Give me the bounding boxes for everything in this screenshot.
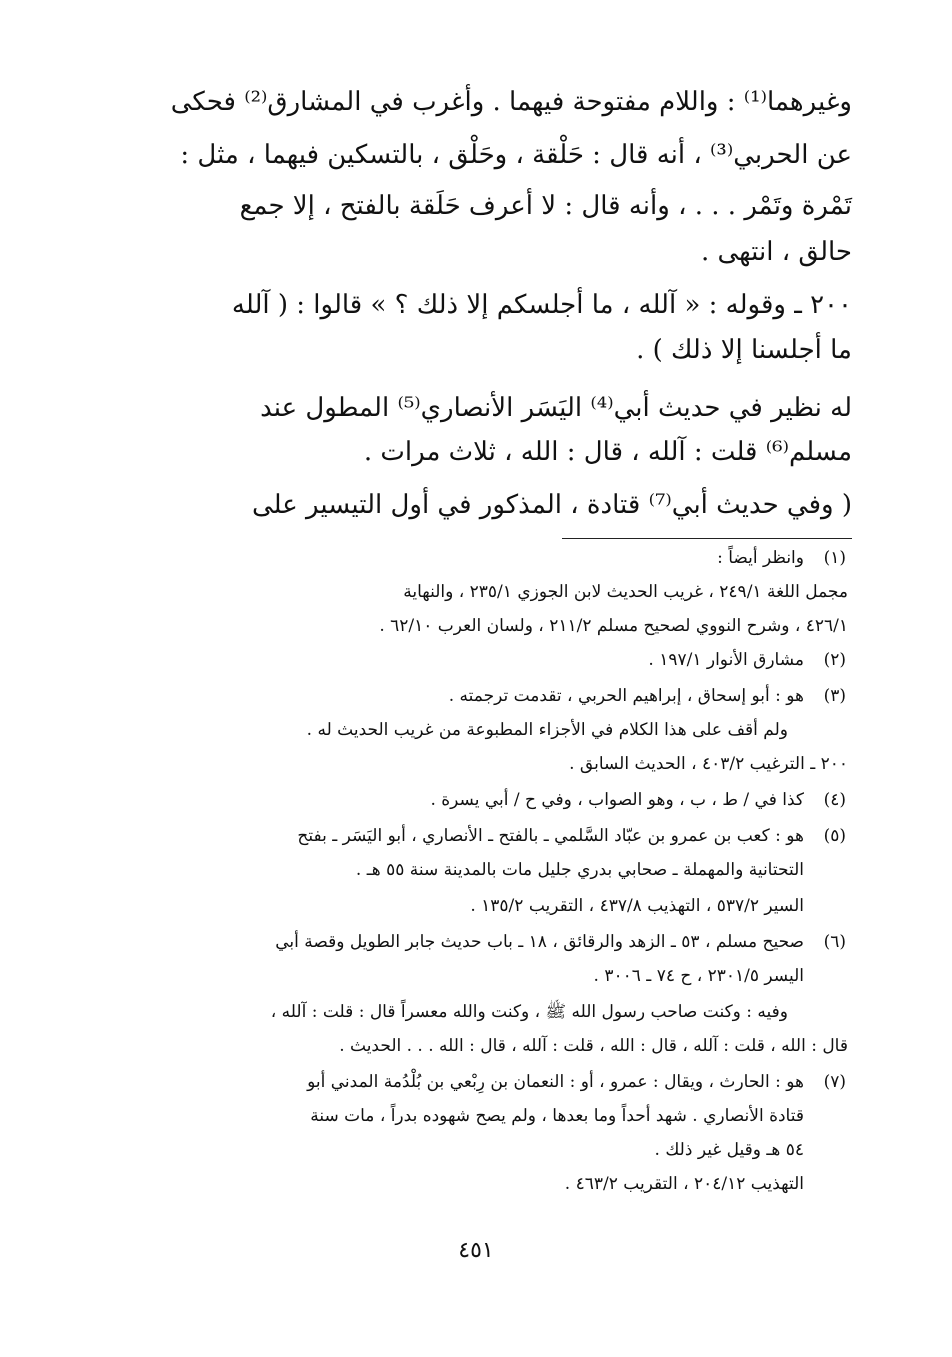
footnote-number: (٥) xyxy=(823,826,846,846)
footnote-line: مشارق الأنوار ١٩٧/١ . xyxy=(648,650,804,670)
footnote-line: كذا في / ط ، ب ، وهو الصواب ، وفي ح / أبي يسرة . xyxy=(430,790,804,810)
body-line: له نظير في حديث أبي⁽⁴⁾ اليَسَر الأنصاري⁽⁵⁾ المطول عند xyxy=(260,393,852,423)
footnote-line: التحتانية والمهملة ـ صحابي بدري جليل مات بالمدينة سنة ٥٥ هـ . xyxy=(355,860,804,880)
footnote-separator xyxy=(562,538,852,539)
footnote-line: اليسر ٢٣٠١/٥ ، ح ٧٤ ـ ٣٠٠٦ . xyxy=(593,966,804,986)
footnote-line: السير ٥٣٧/٢ ، التهذيب ٤٣٧/٨ ، التقريب ١٣٥/٢ . xyxy=(470,896,804,916)
footnote-line: ٢٠٠ ـ الترغيب ٤٠٣/٢ ، الحديث السابق . xyxy=(569,754,848,774)
body-line: حالق ، انتهى . xyxy=(700,237,852,267)
footnote-number: (٣) xyxy=(823,686,846,706)
footnote-number: (٤) xyxy=(823,790,846,810)
footnote-line: ولم أقف على هذا الكلام في الأجزاء المطبوعة من غريب الحديث له . xyxy=(306,720,788,740)
body-line: عن الحربي⁽³⁾ ، أنه قال : حَلْقة ، وحَلْق ، بالتسكين فيهما ، مثل : xyxy=(180,140,852,170)
footnote-line: ٤٢٦/١ ، وشرح النووي لصحيح مسلم ٢١١/٢ ، ولسان العرب ٦٢/١٠ . xyxy=(379,616,848,636)
footnote-line: ٥٤ هـ وقيل غير ذلك . xyxy=(654,1140,804,1160)
body-line: ٢٠٠ ـ وقوله : « آلله ، ما أجلسكم إلا ذلك ؟ » قالوا : ( آلله xyxy=(231,290,852,320)
body-line: ما أجلسنا إلا ذلك ) . xyxy=(636,335,852,365)
footnote-number: (٦) xyxy=(823,932,846,952)
footnote-line: صحيح مسلم ، ٥٣ ـ الزهد والرقائق ، ١٨ ـ باب حديث جابر الطويل وقصة أبي xyxy=(275,932,804,952)
footnote-number: (١) xyxy=(823,548,846,568)
footnote-line: قتادة الأنصاري . شهد أحداً وما بعدها ، ولم يصح شهوده بدراً ، مات سنة xyxy=(310,1106,804,1126)
body-line: وغيرهما⁽¹⁾ : واللام مفتوحة فيهما . وأغرب في المشارق⁽²⁾ فحكى xyxy=(170,87,852,117)
footnote-line: التهذيب ٢٠٤/١٢ ، التقريب ٤٦٣/٢ . xyxy=(564,1174,804,1194)
footnote-line: وانظر أيضاً : xyxy=(717,548,804,568)
footnote-line: قال : الله ، قلت : آلله ، قال : الله ، قلت : آلله ، قال : الله . . . الحديث . xyxy=(339,1036,848,1056)
body-line: مسلم⁽⁶⁾ قلت : آلله ، قال : الله ، ثلاث مرات . xyxy=(363,437,852,467)
footnote-number: (٧) xyxy=(823,1072,846,1092)
footnote-line: هو : الحارث ، ويقال : عمرو ، أو : النعمان بن رِبْعي بن بُلْدُمة المدني أبو xyxy=(307,1072,804,1092)
footnote-line: هو : كعب بن عمرو بن عبّاد السَّلمي ـ بالفتح ـ الأنصاري ، أبو اليَسَر ـ بفتح xyxy=(297,826,804,846)
page-number: ٤٥١ xyxy=(458,1238,494,1263)
footnote-number: (٢) xyxy=(823,650,846,670)
body-line: ( وفي حديث أبي⁽⁷⁾ قتادة ، المذكور في أول التيسير على xyxy=(251,490,852,520)
footnote-line: هو : أبو إسحاق ، إبراهيم الحربي ، تقدمت ترجمته . xyxy=(448,686,804,706)
footnote-line: مجمل اللغة ٢٤٩/١ ، غريب الحديث لابن الجوزي ٢٣٥/١ ، والنهاية xyxy=(403,582,848,602)
footnote-line: وفيه : وكنت صاحب رسول الله ﷺ ، وكنت والله معسراً قال : قلت : آلله ، xyxy=(270,1002,788,1022)
body-line: تَمْرة وتَمْر . . . ، وأنه قال : لا أعرف حَلَقة بالفتح ، إلا جمع xyxy=(239,191,852,221)
